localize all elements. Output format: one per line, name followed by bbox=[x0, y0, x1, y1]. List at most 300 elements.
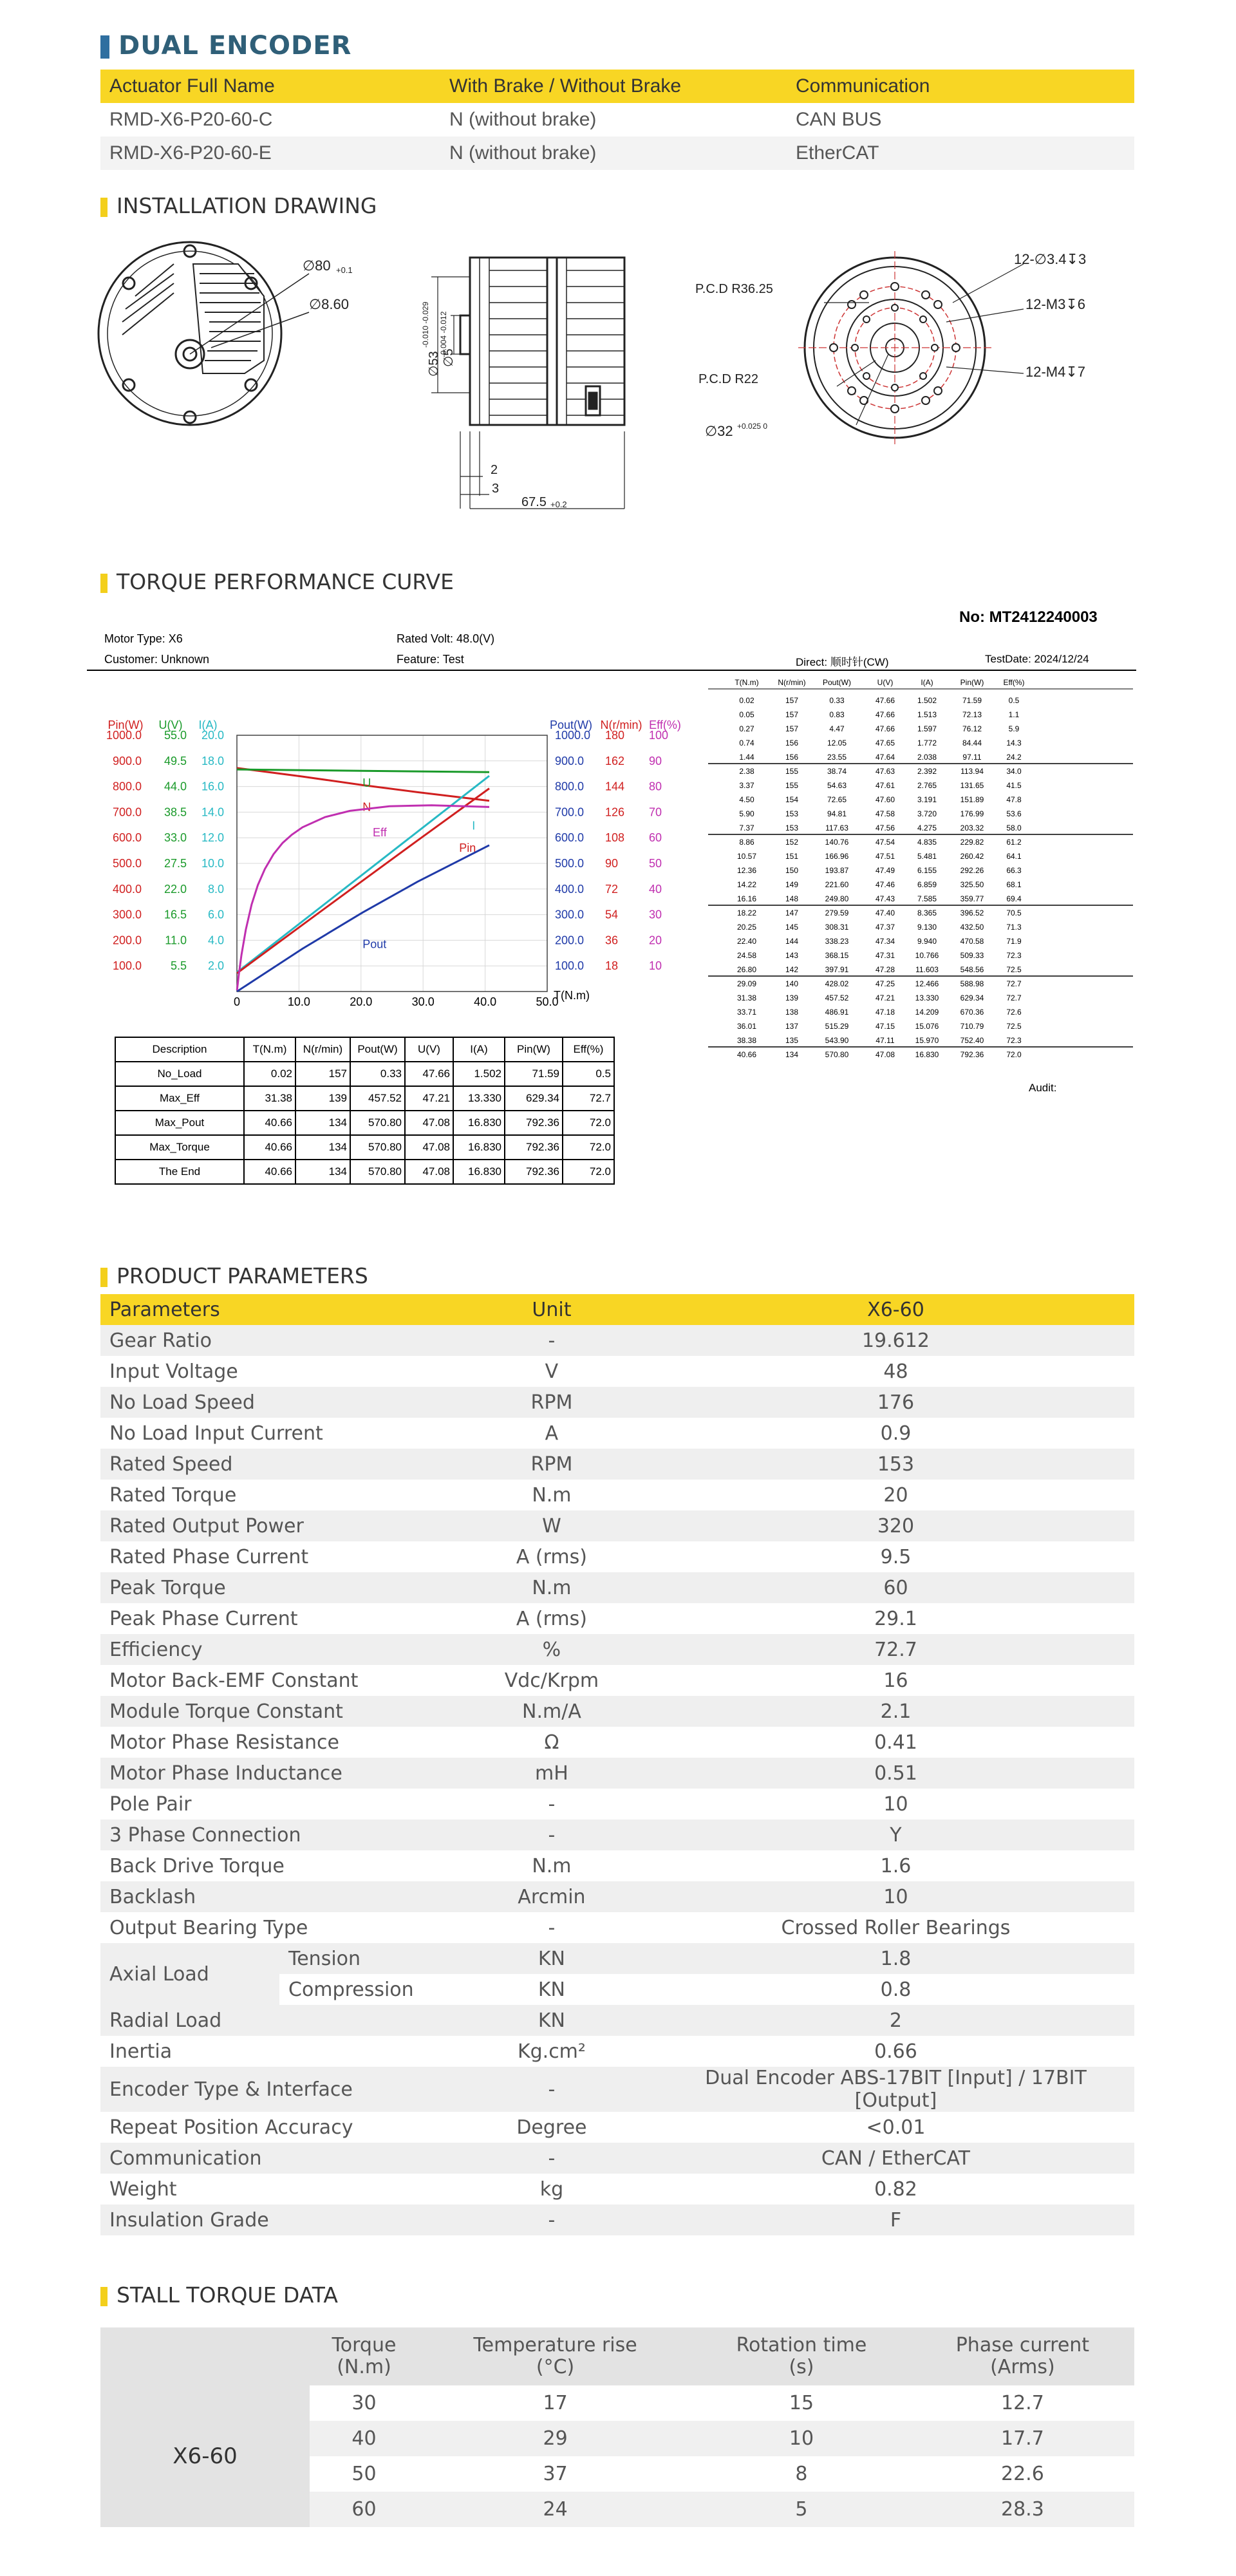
summary-header: I(A) bbox=[453, 1037, 505, 1062]
data-table-cell: 47.58 bbox=[875, 809, 895, 818]
param-name: Rated Phase Current bbox=[100, 1541, 446, 1572]
param-value: Y bbox=[657, 1819, 1134, 1850]
stall-cell: 24 bbox=[418, 2492, 692, 2527]
right-axis-tick: 900.0 bbox=[555, 754, 585, 767]
stall-cell: 22.6 bbox=[911, 2456, 1134, 2492]
param-row bbox=[100, 1881, 1134, 1912]
data-table-cell: 47.18 bbox=[875, 1008, 895, 1017]
enc-header-comm: Communication bbox=[787, 70, 1134, 103]
left-axis-tick: 49.5 bbox=[164, 754, 187, 767]
stall-header-line: Rotation time bbox=[736, 2334, 867, 2356]
data-table-cell: 24.58 bbox=[736, 951, 757, 960]
right-axis-tick: 400.0 bbox=[555, 882, 585, 896]
data-table-cell: 9.130 bbox=[917, 923, 937, 932]
x-axis-label: T(N.m) bbox=[554, 989, 590, 1002]
dim-length-tol: +0.2 bbox=[550, 500, 567, 509]
left-axis-tick: 16.0 bbox=[201, 780, 224, 793]
data-table-cell: 72.5 bbox=[1006, 965, 1022, 974]
summary-cell: 0.33 bbox=[350, 1062, 405, 1086]
data-table-cell: 368.15 bbox=[825, 951, 849, 960]
data-table-cell: 47.61 bbox=[875, 781, 895, 790]
data-table-cell: 47.31 bbox=[875, 951, 895, 960]
left-axis-tick: 55.0 bbox=[164, 729, 187, 742]
summary-cell: 13.330 bbox=[453, 1086, 505, 1111]
data-table-cell: 26.80 bbox=[736, 965, 757, 974]
data-table-cell: 71.59 bbox=[962, 696, 982, 705]
param-row bbox=[100, 2174, 1134, 2205]
product-parameters-table bbox=[100, 1294, 1134, 2235]
summary-cell: 0.5 bbox=[563, 1062, 614, 1086]
param-row bbox=[100, 1603, 1134, 1634]
enc-cell: N (without brake) bbox=[440, 103, 787, 136]
param-row bbox=[100, 1480, 1134, 1510]
data-table-cell: 4.275 bbox=[917, 823, 937, 832]
stall-cell: 40 bbox=[310, 2421, 418, 2456]
data-table-cell: 41.5 bbox=[1006, 781, 1022, 790]
left-axis-tick: 18.0 bbox=[201, 754, 224, 767]
data-table-cell: 15.970 bbox=[915, 1036, 939, 1045]
data-table-cell: 47.21 bbox=[875, 993, 895, 1002]
data-table-cell: 14.22 bbox=[736, 880, 757, 889]
series-line-eff bbox=[237, 805, 489, 990]
data-table-cell: 47.08 bbox=[875, 1050, 895, 1059]
stall-cell: 29 bbox=[418, 2421, 692, 2456]
dim-pcd22: P.C.D R22 bbox=[698, 372, 759, 386]
dim-hole-1: 12-∅3.4↧3 bbox=[1014, 251, 1087, 267]
data-table-cell: 279.59 bbox=[825, 908, 849, 917]
left-axis-tick: 6.0 bbox=[207, 908, 224, 921]
param-name: Inertia bbox=[100, 2036, 446, 2067]
data-table-cell: 71.9 bbox=[1006, 937, 1022, 946]
data-table-cell: 432.50 bbox=[960, 923, 984, 932]
stall-torque-table bbox=[100, 2327, 1134, 2527]
right-axis-tick: 126 bbox=[605, 805, 625, 819]
param-row bbox=[100, 1418, 1134, 1449]
stall-title-text: STALL TORQUE DATA bbox=[117, 2282, 338, 2308]
right-axis-tick: 30 bbox=[649, 908, 662, 921]
param-value: 176 bbox=[657, 1387, 1134, 1418]
dim-d80: ∅80 bbox=[303, 258, 331, 274]
param-name: No Load Input Current bbox=[100, 1418, 446, 1449]
right-axis-label: N(r/min) bbox=[600, 719, 642, 731]
param-row bbox=[100, 1696, 1134, 1727]
data-table-cell: 486.91 bbox=[825, 1008, 849, 1017]
data-table-cell: 0.5 bbox=[1008, 696, 1020, 705]
data-table-cell: 397.91 bbox=[825, 965, 849, 974]
data-table-cell: 2.38 bbox=[739, 767, 754, 776]
param-name: Backlash bbox=[100, 1881, 446, 1912]
param-name: Rated Torque bbox=[100, 1480, 446, 1510]
data-table-cell: 47.34 bbox=[875, 937, 895, 946]
data-table-cell: 18.22 bbox=[736, 908, 757, 917]
audit-label: Audit: bbox=[1029, 1082, 1057, 1094]
right-axis-tick: 36 bbox=[605, 934, 619, 947]
summary-header: Pout(W) bbox=[350, 1037, 405, 1062]
data-table-cell: 570.80 bbox=[825, 1050, 849, 1059]
left-axis-tick: 27.5 bbox=[164, 857, 187, 870]
param-unit: mH bbox=[446, 1758, 657, 1789]
data-table-cell: 131.65 bbox=[960, 781, 984, 790]
param-name: Motor Phase Inductance bbox=[100, 1758, 446, 1789]
torque-title bbox=[100, 569, 454, 594]
left-axis-tick: 5.5 bbox=[170, 959, 187, 973]
param-row bbox=[100, 2067, 1134, 2112]
param-value: 153 bbox=[657, 1449, 1134, 1480]
left-axis-tick: 200.0 bbox=[112, 934, 142, 947]
x-tick-label: 10.0 bbox=[287, 995, 310, 1008]
right-axis-tick: 1000.0 bbox=[555, 729, 591, 742]
data-table-cell: 94.81 bbox=[827, 809, 847, 818]
data-table-cell: 4.47 bbox=[829, 724, 845, 733]
data-table-cell: 176.99 bbox=[960, 809, 984, 818]
param-row bbox=[100, 1789, 1134, 1819]
data-table-cell: 138 bbox=[785, 1008, 799, 1017]
data-table-cell: 457.52 bbox=[825, 993, 849, 1002]
data-table-cell: 148 bbox=[785, 894, 799, 903]
data-table-cell: 47.66 bbox=[875, 724, 895, 733]
left-axis-tick: 2.0 bbox=[207, 959, 224, 973]
data-table-cell: 12.36 bbox=[736, 866, 757, 875]
param-name: Radial Load bbox=[100, 2005, 446, 2036]
data-table-cell: 249.80 bbox=[825, 894, 849, 903]
param-name: Repeat Position Accuracy bbox=[100, 2112, 446, 2143]
summary-header: N(r/min) bbox=[295, 1037, 350, 1062]
data-table-header: N(r/min) bbox=[778, 678, 806, 687]
data-table-cell: 72.7 bbox=[1006, 979, 1022, 988]
data-table-cell: 61.2 bbox=[1006, 838, 1022, 847]
data-table-cell: 22.40 bbox=[736, 937, 757, 946]
left-axis-tick: 22.0 bbox=[164, 882, 187, 896]
params-title-text: PRODUCT PARAMETERS bbox=[117, 1263, 368, 1288]
right-axis-tick: 90 bbox=[649, 754, 662, 767]
param-name: Module Torque Constant bbox=[100, 1696, 446, 1727]
param-name: Rated Speed bbox=[100, 1449, 446, 1480]
data-table-cell: 1.44 bbox=[739, 753, 754, 762]
enc-cell: EtherCAT bbox=[787, 136, 1134, 170]
param-value: Crossed Roller Bearings bbox=[657, 1912, 1134, 1943]
left-axis-tick: 20.0 bbox=[201, 729, 224, 742]
data-table-cell: 509.33 bbox=[960, 951, 984, 960]
data-table-cell: 16.830 bbox=[915, 1050, 939, 1059]
data-table-cell: 166.96 bbox=[825, 852, 849, 861]
param-header: Unit bbox=[446, 1294, 657, 1325]
dim-d80-tol: +0.1 bbox=[336, 265, 353, 275]
series-label: Pin bbox=[459, 841, 476, 854]
param-unit: KN bbox=[446, 1943, 657, 1974]
summary-header: Pin(W) bbox=[505, 1037, 563, 1062]
param-unit: kg bbox=[446, 2174, 657, 2205]
summary-cell: 792.36 bbox=[505, 1160, 563, 1184]
param-name: Axial Load bbox=[100, 1943, 279, 2005]
param-unit: % bbox=[446, 1634, 657, 1665]
left-axis-tick: 1000.0 bbox=[106, 729, 142, 742]
param-unit: RPM bbox=[446, 1387, 657, 1418]
data-table-cell: 4.50 bbox=[739, 795, 754, 804]
param-row bbox=[100, 2205, 1134, 2235]
param-name: Peak Torque bbox=[100, 1572, 446, 1603]
data-table-cell: 72.7 bbox=[1006, 993, 1022, 1002]
data-table-cell: 40.66 bbox=[736, 1050, 757, 1059]
summary-cell: 0.02 bbox=[244, 1062, 295, 1086]
stall-cell: 17.7 bbox=[911, 2421, 1134, 2456]
right-axis-tick: 108 bbox=[605, 831, 625, 845]
summary-cell: 72.0 bbox=[563, 1111, 614, 1135]
summary-cell: 570.80 bbox=[350, 1135, 405, 1160]
data-table-cell: 0.83 bbox=[829, 710, 845, 719]
data-table-cell: 5.481 bbox=[917, 852, 937, 861]
param-value: 0.9 bbox=[657, 1418, 1134, 1449]
param-row bbox=[100, 1449, 1134, 1480]
param-row bbox=[100, 1850, 1134, 1881]
data-table-cell: 113.94 bbox=[960, 767, 984, 776]
data-table-cell: 149 bbox=[785, 880, 799, 889]
left-axis-tick: 38.5 bbox=[164, 805, 187, 819]
data-table-cell: 2.038 bbox=[917, 753, 937, 762]
param-value: 0.51 bbox=[657, 1758, 1134, 1789]
param-header: Parameters bbox=[100, 1294, 446, 1325]
stall-header-line: (Arms) bbox=[990, 2356, 1055, 2378]
data-table-cell: 11.603 bbox=[915, 965, 939, 974]
enc-cell: RMD-X6-P20-60-E bbox=[100, 136, 440, 170]
dim-length: 67.5 bbox=[521, 495, 547, 509]
installation-title bbox=[100, 193, 377, 218]
data-table-cell: 47.37 bbox=[875, 923, 895, 932]
data-table-cell: 157 bbox=[785, 724, 799, 733]
param-unit: RPM bbox=[446, 1449, 657, 1480]
data-table-cell: 139 bbox=[785, 993, 799, 1002]
rated-volt: Rated Volt: 48.0(V) bbox=[397, 632, 495, 645]
stall-model: X6-60 bbox=[100, 2385, 310, 2527]
summary-cell: 47.66 bbox=[405, 1062, 453, 1086]
data-table-cell: 47.66 bbox=[875, 710, 895, 719]
stall-title bbox=[100, 2282, 338, 2308]
data-table-cell: 151 bbox=[785, 852, 799, 861]
param-value: 2 bbox=[657, 2005, 1134, 2036]
x-tick-label: 40.0 bbox=[474, 995, 497, 1008]
data-table-cell: 157 bbox=[785, 710, 799, 719]
summary-cell: 71.59 bbox=[505, 1062, 563, 1086]
data-table-cell: 792.36 bbox=[960, 1050, 984, 1059]
data-table-cell: 1.502 bbox=[917, 696, 937, 705]
stall-cell: 28.3 bbox=[911, 2492, 1134, 2527]
enc-header-name: Actuator Full Name bbox=[100, 70, 440, 103]
param-value: 0.8 bbox=[657, 1974, 1134, 2005]
summary-cell: The End bbox=[115, 1160, 244, 1184]
summary-cell: 40.66 bbox=[244, 1135, 295, 1160]
series-label: Eff bbox=[373, 826, 387, 840]
param-value: Dual Encoder ABS-17BIT [Input] / 17BIT [Output] bbox=[657, 2067, 1134, 2112]
installation-drawing bbox=[97, 238, 1139, 522]
summary-cell: 792.36 bbox=[505, 1135, 563, 1160]
torque-title-text: TORQUE PERFORMANCE CURVE bbox=[117, 569, 454, 594]
data-table-cell: 47.28 bbox=[875, 965, 895, 974]
param-header: X6-60 bbox=[657, 1294, 1134, 1325]
left-axis-tick: 11.0 bbox=[165, 934, 187, 947]
param-unit: Arcmin bbox=[446, 1881, 657, 1912]
right-axis-tick: 180 bbox=[605, 729, 625, 742]
summary-cell: 457.52 bbox=[350, 1086, 405, 1111]
data-table-cell: 47.11 bbox=[876, 1036, 895, 1045]
param-unit: A (rms) bbox=[446, 1603, 657, 1634]
motor-type: Motor Type: X6 bbox=[104, 632, 183, 645]
data-table-header: I(A) bbox=[921, 678, 933, 687]
data-table-cell: 47.8 bbox=[1006, 795, 1022, 804]
data-table-cell: 72.3 bbox=[1006, 1036, 1022, 1045]
direct: Direct: 顺时针(CW) bbox=[796, 656, 889, 668]
left-axis-tick: 700.0 bbox=[112, 805, 142, 819]
param-unit: - bbox=[446, 2143, 657, 2174]
data-table-cell: 2.765 bbox=[917, 781, 937, 790]
right-axis-tick: 10 bbox=[649, 959, 662, 973]
data-table-cell: 66.3 bbox=[1006, 866, 1022, 875]
right-axis-tick: 200.0 bbox=[555, 934, 585, 947]
enc-header-brake: With Brake / Without Brake bbox=[440, 70, 787, 103]
param-unit: - bbox=[446, 1325, 657, 1356]
data-table-cell: 151.89 bbox=[960, 795, 984, 804]
data-table-cell: 135 bbox=[785, 1036, 799, 1045]
summary-header: T(N.m) bbox=[244, 1037, 295, 1062]
param-row bbox=[100, 1634, 1134, 1665]
param-row bbox=[100, 1572, 1134, 1603]
data-table-cell: 12.05 bbox=[827, 738, 847, 747]
left-axis-tick: 12.0 bbox=[201, 831, 224, 845]
param-value: 1.6 bbox=[657, 1850, 1134, 1881]
param-name: No Load Speed bbox=[100, 1387, 446, 1418]
summary-cell: 629.34 bbox=[505, 1086, 563, 1111]
param-unit: W bbox=[446, 1510, 657, 1541]
torque-report-no: No: MT2412240003 bbox=[959, 608, 1098, 626]
param-unit: Vdc/Krpm bbox=[446, 1665, 657, 1696]
left-axis-tick: 33.0 bbox=[164, 831, 187, 845]
data-table-cell: 396.52 bbox=[960, 908, 984, 917]
params-title bbox=[100, 1263, 368, 1288]
left-axis-tick: 10.0 bbox=[201, 857, 224, 870]
param-value: 1.8 bbox=[657, 1943, 1134, 1974]
param-value: 60 bbox=[657, 1572, 1134, 1603]
right-axis-label: Eff(%) bbox=[649, 719, 681, 731]
data-table-cell: 143 bbox=[785, 951, 799, 960]
param-value: 16 bbox=[657, 1665, 1134, 1696]
data-table-cell: 47.49 bbox=[875, 866, 895, 875]
data-table-cell: 6.155 bbox=[917, 866, 937, 875]
data-table-header: Pin(W) bbox=[960, 678, 984, 687]
right-axis-tick: 80 bbox=[649, 780, 662, 793]
torque-summary-table bbox=[115, 1037, 615, 1185]
param-unit: - bbox=[446, 2067, 657, 2112]
summary-cell: 72.7 bbox=[563, 1086, 614, 1111]
data-table-cell: 0.33 bbox=[829, 696, 845, 705]
left-axis-tick: 300.0 bbox=[112, 908, 142, 921]
data-table-cell: 47.46 bbox=[875, 880, 895, 889]
param-unit: N.m bbox=[446, 1572, 657, 1603]
data-table-cell: 47.40 bbox=[875, 908, 895, 917]
data-table-cell: 36.01 bbox=[736, 1022, 757, 1031]
data-table-cell: 0.74 bbox=[739, 738, 754, 747]
data-table-cell: 47.60 bbox=[875, 795, 895, 804]
left-axis-tick: 8.0 bbox=[207, 882, 224, 896]
left-axis-tick: 400.0 bbox=[112, 882, 142, 896]
data-table-cell: 58.0 bbox=[1006, 823, 1022, 832]
data-table-cell: 2.392 bbox=[917, 767, 937, 776]
right-axis-tick: 20 bbox=[649, 934, 662, 947]
summary-cell: Max_Eff bbox=[115, 1086, 244, 1111]
summary-cell: 47.08 bbox=[405, 1111, 453, 1135]
param-unit: KN bbox=[446, 1974, 657, 2005]
right-axis-tick: 144 bbox=[605, 780, 625, 793]
stall-header-line: (N.m) bbox=[337, 2356, 391, 2378]
data-table-cell: 629.34 bbox=[960, 993, 984, 1002]
data-table-cell: 14.209 bbox=[915, 1008, 939, 1017]
param-subname: Tension bbox=[279, 1943, 446, 1974]
left-axis-tick: 14.0 bbox=[201, 805, 224, 819]
data-table-cell: 1.513 bbox=[917, 710, 937, 719]
stall-cell: 15 bbox=[692, 2385, 911, 2421]
data-table-cell: 47.66 bbox=[875, 696, 895, 705]
right-axis-label: Pout(W) bbox=[549, 719, 593, 731]
series-line-pout bbox=[237, 845, 489, 992]
right-axis-tick: 800.0 bbox=[555, 780, 585, 793]
param-value: 19.612 bbox=[657, 1325, 1134, 1356]
data-table-cell: 7.585 bbox=[917, 894, 937, 903]
data-table-cell: 4.835 bbox=[917, 838, 937, 847]
data-table-cell: 156 bbox=[785, 738, 799, 747]
title-bar bbox=[100, 1268, 108, 1287]
param-value: CAN / EtherCAT bbox=[657, 2143, 1134, 2174]
data-table-cell: 72.13 bbox=[962, 710, 982, 719]
param-row bbox=[100, 2036, 1134, 2067]
data-table-cell: 71.3 bbox=[1006, 923, 1022, 932]
data-table-header: U(V) bbox=[877, 678, 894, 687]
right-axis-tick: 600.0 bbox=[555, 831, 585, 845]
param-row bbox=[100, 1665, 1134, 1696]
data-table-cell: 15.076 bbox=[915, 1022, 939, 1031]
data-table-cell: 338.23 bbox=[825, 937, 849, 946]
data-table-cell: 8.365 bbox=[917, 908, 937, 917]
param-row bbox=[100, 1758, 1134, 1789]
data-table-cell: 117.63 bbox=[825, 823, 848, 832]
data-table-cell: 33.71 bbox=[736, 1008, 757, 1017]
param-value: 0.66 bbox=[657, 2036, 1134, 2067]
left-axis-tick: 600.0 bbox=[112, 831, 142, 845]
param-value: <0.01 bbox=[657, 2112, 1134, 2143]
data-table-cell: 515.29 bbox=[825, 1022, 849, 1031]
stall-cell: 37 bbox=[418, 2456, 692, 2492]
param-row bbox=[100, 2143, 1134, 2174]
stall-header-torque bbox=[310, 2327, 418, 2385]
summary-cell: 134 bbox=[295, 1160, 350, 1184]
data-table-cell: 3.720 bbox=[917, 809, 937, 818]
data-table-cell: 260.42 bbox=[960, 852, 984, 861]
left-axis-label: I(A) bbox=[198, 719, 218, 731]
param-name: Motor Phase Resistance bbox=[100, 1727, 446, 1758]
param-name: Encoder Type & Interface bbox=[100, 2067, 446, 2112]
summary-cell: 31.38 bbox=[244, 1086, 295, 1111]
param-row bbox=[100, 1819, 1134, 1850]
data-table-cell: 31.38 bbox=[736, 993, 757, 1002]
dim-two: 2 bbox=[491, 463, 498, 477]
summary-cell: 16.830 bbox=[453, 1135, 505, 1160]
dim-hole-2: 12-M3↧6 bbox=[1025, 296, 1086, 312]
data-table-cell: 147 bbox=[785, 908, 799, 917]
data-table-cell: 308.31 bbox=[825, 923, 849, 932]
data-table-cell: 76.12 bbox=[962, 724, 982, 733]
left-axis-tick: 16.5 bbox=[164, 908, 187, 921]
data-table-cell: 221.60 bbox=[825, 880, 849, 889]
data-table-cell: 588.98 bbox=[960, 979, 984, 988]
stall-cell: 60 bbox=[310, 2492, 418, 2527]
data-table-cell: 13.330 bbox=[915, 993, 939, 1002]
stall-cell: 12.7 bbox=[911, 2385, 1134, 2421]
